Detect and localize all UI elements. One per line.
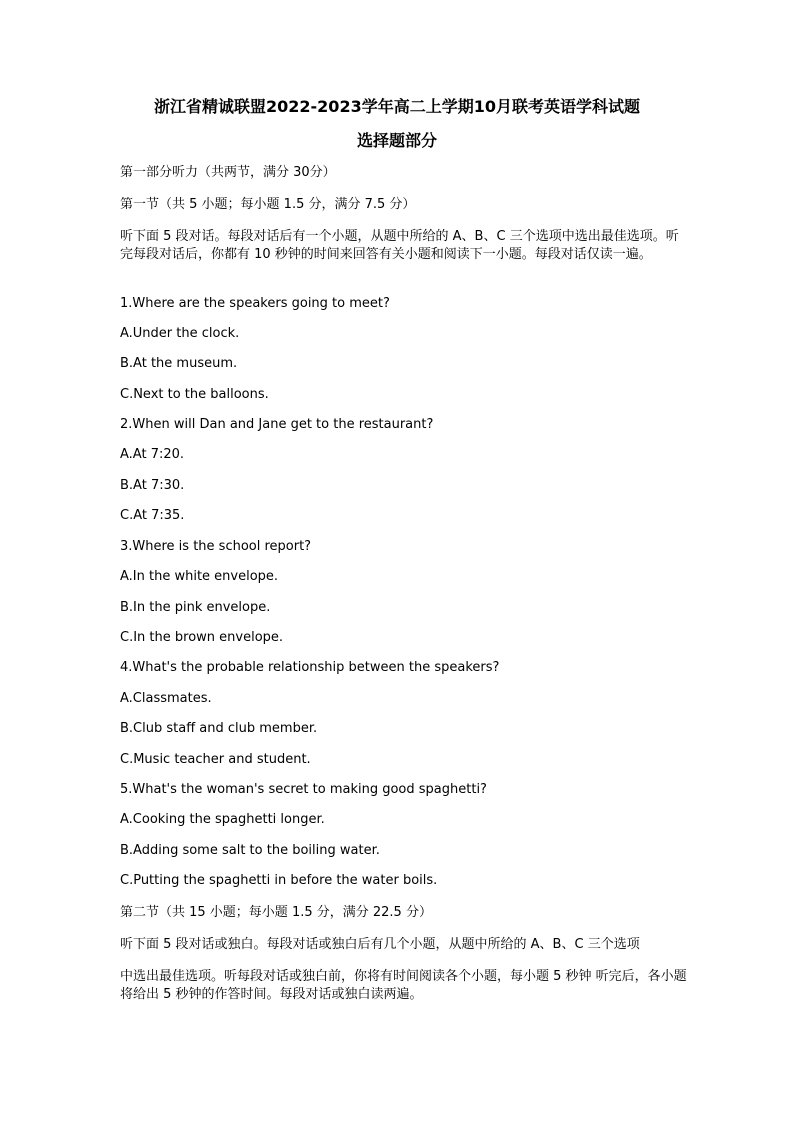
document-subtitle: 选择题部分 <box>356 131 437 150</box>
question-1-option-a: A.Under the clock. <box>120 326 240 341</box>
question-5-option-c: C.Putting the spaghetti in before the water boils. <box>120 873 438 888</box>
question-5-option-b: B.Adding some salt to the boiling water. <box>120 843 380 858</box>
question-5: 5.What's the woman's secret to making good spaghetti? <box>120 782 487 797</box>
question-3: 3.Where is the school report? <box>120 539 312 554</box>
question-3-option-c: C.In the brown envelope. <box>120 630 284 645</box>
question-4: 4.What's the probable relationship between the speakers? <box>120 660 500 675</box>
question-2-option-a: A.At 7:20. <box>120 447 185 462</box>
section2-instructions-line2: 中选出最佳选项。听每段对话或独白前，你将有时间阅读各个小题，每小题 5 秒钟 听完后，各小题将给出 5 秒钟的作答时间。每段对话或独白读两遍。 <box>120 969 687 1002</box>
question-4-option-b: B.Club staff and club member. <box>120 721 318 736</box>
section2-heading: 第二节（共 15 小题；每小题 1.5 分，满分 22.5 分） <box>120 905 432 920</box>
question-1: 1.Where are the speakers going to meet? <box>120 296 390 311</box>
question-3-option-a: A.In the white envelope. <box>120 569 279 584</box>
document-title: 浙江省精诚联盟2022-2023学年高二上学期10月联考英语学科试题 <box>154 97 640 116</box>
question-1-option-b: B.At the museum. <box>120 356 238 371</box>
question-4-option-a: A.Classmates. <box>120 691 212 706</box>
section2-instructions-line1: 听下面 5 段对话或独白。每段对话或独白后有几个小题，从题中所给的 A、B、C 三个选项 <box>120 937 640 952</box>
part1-heading: 第一部分听力（共两节，满分 30分） <box>120 165 336 180</box>
question-2: 2.When will Dan and Jane get to the restaurant? <box>120 417 434 432</box>
section1-instructions: 听下面 5 段对话。每段对话后有一个小题，从题中所给的 A、B、C 三个选项中选出最佳选项。听完每段对话后，你都有 10 秒钟的时间来回答有关小题和阅读下一小题。每段对话仅读一遍。 <box>120 229 679 262</box>
question-2-option-c: C.At 7:35. <box>120 508 185 523</box>
question-5-option-a: A.Cooking the spaghetti longer. <box>120 812 325 827</box>
question-2-option-b: B.At 7:30. <box>120 478 185 493</box>
question-1-option-c: C.Next to the balloons. <box>120 387 269 402</box>
section1-heading: 第一节（共 5 小题；每小题 1.5 分，满分 7.5 分） <box>120 197 416 212</box>
question-4-option-c: C.Music teacher and student. <box>120 752 311 767</box>
question-3-option-b: B.In the pink envelope. <box>120 600 271 615</box>
